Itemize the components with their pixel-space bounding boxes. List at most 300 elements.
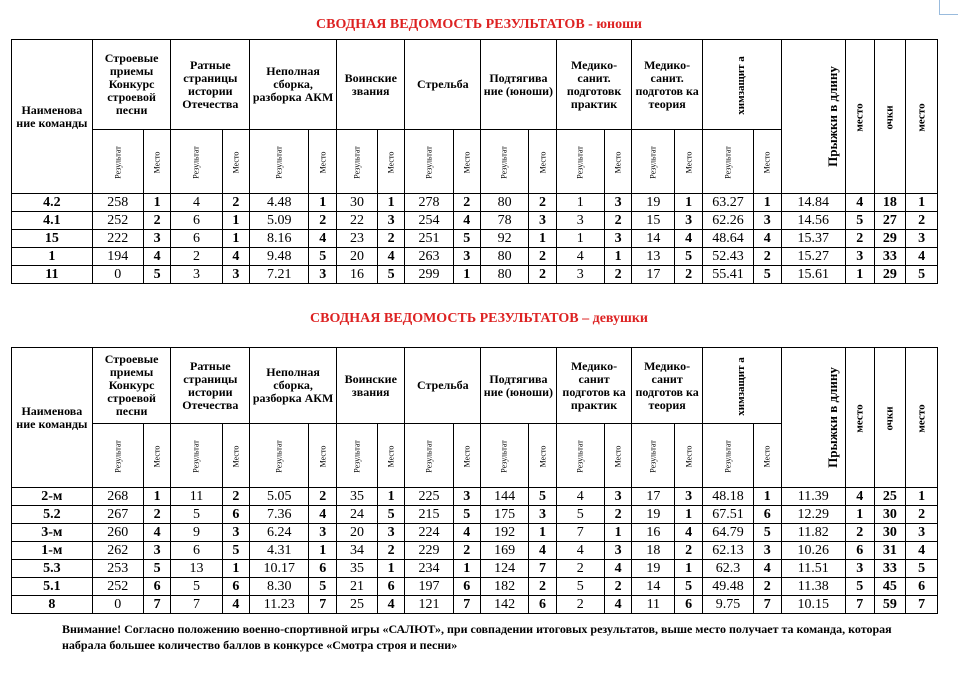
- place-subheader: Место: [453, 424, 481, 488]
- event-place: 3: [604, 194, 632, 212]
- event-place: 5: [453, 506, 481, 524]
- event-place: 3: [529, 212, 557, 230]
- event-result: 48.18: [702, 488, 753, 506]
- event-place: 6: [675, 596, 703, 614]
- final-place-value: 2: [906, 212, 938, 230]
- event-place: 4: [377, 248, 405, 266]
- event-place: 1: [604, 248, 632, 266]
- long-jump-value: 11.39: [781, 488, 845, 506]
- event-result: 5.05: [250, 488, 309, 506]
- table-row: [12, 248, 938, 266]
- event-result: 80: [481, 194, 529, 212]
- long-jump-value: 12.29: [781, 506, 845, 524]
- table-row: [12, 194, 938, 212]
- event-header: химзащит а: [702, 348, 781, 424]
- points-value: 33: [874, 560, 906, 578]
- event-place: 3: [675, 488, 703, 506]
- event-place: 4: [143, 524, 171, 542]
- event-place: 6: [453, 578, 481, 596]
- event-result: 2: [556, 596, 604, 614]
- event-result: 55.41: [702, 266, 753, 284]
- event-place: 3: [309, 266, 337, 284]
- long-jump-value: 11.82: [781, 524, 845, 542]
- place-value: 1: [845, 266, 874, 284]
- event-result: 92: [481, 230, 529, 248]
- place-value: 2: [845, 230, 874, 248]
- result-subheader: Результат: [171, 130, 222, 194]
- result-subheader: Результат: [702, 130, 753, 194]
- event-place: 3: [309, 524, 337, 542]
- final-place-value: 5: [906, 266, 938, 284]
- result-subheader: Результат: [556, 130, 604, 194]
- event-result: 22: [337, 212, 378, 230]
- event-result: 63.27: [702, 194, 753, 212]
- event-place: 4: [604, 560, 632, 578]
- event-result: 253: [92, 560, 143, 578]
- event-place: 3: [753, 212, 781, 230]
- result-subheader: Результат: [250, 424, 309, 488]
- event-place: 5: [675, 248, 703, 266]
- event-result: 62.3: [702, 560, 753, 578]
- event-place: 2: [604, 578, 632, 596]
- long-jump-value: 15.27: [781, 248, 845, 266]
- event-result: 1: [556, 230, 604, 248]
- event-result: 229: [405, 542, 453, 560]
- result-subheader: Результат: [632, 130, 675, 194]
- event-result: 263: [405, 248, 453, 266]
- event-header: Строевые приемы Конкурс строевой песни: [92, 40, 171, 130]
- event-result: 2: [556, 560, 604, 578]
- place-subheader: Место: [453, 130, 481, 194]
- result-subheader: Результат: [337, 130, 378, 194]
- event-place: 5: [675, 578, 703, 596]
- event-result: 14: [632, 578, 675, 596]
- event-result: 13: [632, 248, 675, 266]
- event-place: 6: [309, 560, 337, 578]
- event-place: 2: [675, 266, 703, 284]
- final-place-value: 4: [906, 248, 938, 266]
- long-jump-value: 11.51: [781, 560, 845, 578]
- event-result: 175: [481, 506, 529, 524]
- event-header: Воинские звания: [337, 40, 405, 130]
- result-subheader: Результат: [92, 424, 143, 488]
- event-result: 6.24: [250, 524, 309, 542]
- place-value: 6: [845, 542, 874, 560]
- event-header: Медико-санит подготов ка теория: [632, 348, 703, 424]
- event-place: 1: [222, 560, 250, 578]
- event-result: 19: [632, 194, 675, 212]
- event-place: 4: [453, 524, 481, 542]
- team-name: 8: [12, 596, 93, 614]
- event-result: 17: [632, 266, 675, 284]
- event-result: 4: [556, 488, 604, 506]
- event-header: Ратные страницы истории Отечества: [171, 348, 250, 424]
- event-header: Подтягива ние (юноши): [481, 348, 557, 424]
- event-result: 78: [481, 212, 529, 230]
- final-place-value: 7: [906, 596, 938, 614]
- event-result: 225: [405, 488, 453, 506]
- team-name-header: Наименова ние команды: [12, 40, 93, 194]
- place-subheader: Место: [753, 424, 781, 488]
- event-place: 6: [222, 506, 250, 524]
- place-value: 1: [845, 506, 874, 524]
- event-result: 34: [337, 542, 378, 560]
- points-value: 25: [874, 488, 906, 506]
- event-result: 15: [632, 212, 675, 230]
- event-place: 4: [143, 248, 171, 266]
- place-value: 3: [845, 248, 874, 266]
- event-place: 3: [222, 266, 250, 284]
- event-result: 23: [337, 230, 378, 248]
- event-result: 4: [556, 542, 604, 560]
- place-subheader: Место: [377, 424, 405, 488]
- team-name: 4.1: [12, 212, 93, 230]
- event-place: 2: [143, 506, 171, 524]
- long-jump-value: 10.26: [781, 542, 845, 560]
- event-result: 20: [337, 524, 378, 542]
- event-result: 252: [92, 578, 143, 596]
- event-place: 4: [753, 230, 781, 248]
- team-name: 3-м: [12, 524, 93, 542]
- final-place-value: 3: [906, 524, 938, 542]
- table-row: [12, 596, 938, 614]
- event-place: 4: [604, 596, 632, 614]
- event-result: 7.36: [250, 506, 309, 524]
- event-place: 3: [604, 542, 632, 560]
- event-result: 3: [171, 266, 222, 284]
- event-result: 4.31: [250, 542, 309, 560]
- points-value: 59: [874, 596, 906, 614]
- event-result: 9.75: [702, 596, 753, 614]
- event-header: Неполная сборка, разборка АКМ: [250, 348, 337, 424]
- event-place: 4: [222, 596, 250, 614]
- place-subheader: Место: [309, 130, 337, 194]
- event-result: 80: [481, 266, 529, 284]
- table-row: [12, 578, 938, 596]
- event-place: 2: [753, 248, 781, 266]
- event-header: Воинские звания: [337, 348, 405, 424]
- event-place: 2: [604, 266, 632, 284]
- event-place: 2: [753, 578, 781, 596]
- event-result: 4.48: [250, 194, 309, 212]
- event-result: 67.51: [702, 506, 753, 524]
- place-subheader: Место: [753, 130, 781, 194]
- event-place: 5: [309, 248, 337, 266]
- event-place: 2: [529, 194, 557, 212]
- event-result: 10.17: [250, 560, 309, 578]
- place-subheader: Место: [377, 130, 405, 194]
- event-result: 169: [481, 542, 529, 560]
- event-place: 5: [753, 266, 781, 284]
- final-place-value: 4: [906, 542, 938, 560]
- result-subheader: Результат: [405, 130, 453, 194]
- event-result: 1: [556, 194, 604, 212]
- event-result: 21: [337, 578, 378, 596]
- team-name: 5.3: [12, 560, 93, 578]
- team-name: 5.2: [12, 506, 93, 524]
- event-result: 254: [405, 212, 453, 230]
- event-result: 8.30: [250, 578, 309, 596]
- event-result: 49.48: [702, 578, 753, 596]
- event-place: 1: [675, 560, 703, 578]
- final-place-header: место: [906, 40, 938, 194]
- event-place: 1: [675, 506, 703, 524]
- event-result: 4: [171, 194, 222, 212]
- event-place: 1: [453, 560, 481, 578]
- event-place: 1: [143, 194, 171, 212]
- final-place-header: место: [906, 348, 938, 488]
- event-result: 52.43: [702, 248, 753, 266]
- event-place: 7: [309, 596, 337, 614]
- event-place: 4: [675, 230, 703, 248]
- event-place: 1: [309, 194, 337, 212]
- event-result: 3: [556, 212, 604, 230]
- team-name-header: Наименова ние команды: [12, 348, 93, 488]
- girls-title: СВОДНАЯ ВЕДОМОСТЬ РЕЗУЛЬТАТОВ – девушки: [310, 311, 648, 326]
- points-value: 33: [874, 248, 906, 266]
- event-place: 2: [143, 212, 171, 230]
- place-subheader: Место: [604, 424, 632, 488]
- event-header: Подтягива ние (юноши): [481, 40, 557, 130]
- points-value: 45: [874, 578, 906, 596]
- event-result: 2: [171, 248, 222, 266]
- event-result: 9: [171, 524, 222, 542]
- corner-mark: [939, 0, 958, 15]
- result-subheader: Результат: [556, 424, 604, 488]
- event-result: 222: [92, 230, 143, 248]
- result-subheader: Результат: [481, 130, 529, 194]
- points-header: очки: [874, 40, 906, 194]
- event-place: 3: [222, 524, 250, 542]
- event-place: 1: [309, 542, 337, 560]
- place-value: 2: [845, 524, 874, 542]
- event-result: 4: [556, 248, 604, 266]
- event-result: 48.64: [702, 230, 753, 248]
- event-result: 5: [171, 506, 222, 524]
- event-result: 17: [632, 488, 675, 506]
- event-result: 278: [405, 194, 453, 212]
- event-place: 3: [143, 230, 171, 248]
- table-row: [12, 560, 938, 578]
- team-name: 15: [12, 230, 93, 248]
- event-result: 64.79: [702, 524, 753, 542]
- place-value: 4: [845, 194, 874, 212]
- event-place: 2: [377, 230, 405, 248]
- event-place: 2: [309, 212, 337, 230]
- event-header: Стрельба: [405, 348, 481, 424]
- long-jump-value: 15.61: [781, 266, 845, 284]
- event-place: 1: [604, 524, 632, 542]
- event-place: 5: [143, 560, 171, 578]
- event-result: 14: [632, 230, 675, 248]
- event-place: 2: [222, 488, 250, 506]
- result-subheader: Результат: [405, 424, 453, 488]
- event-result: 5: [556, 578, 604, 596]
- points-value: 27: [874, 212, 906, 230]
- event-place: 4: [675, 524, 703, 542]
- event-place: 2: [453, 542, 481, 560]
- event-result: 24: [337, 506, 378, 524]
- event-result: 20: [337, 248, 378, 266]
- event-header: Неполная сборка, разборка АКМ: [250, 40, 337, 130]
- event-place: 2: [604, 506, 632, 524]
- place-subheader: Место: [675, 130, 703, 194]
- points-value: 30: [874, 506, 906, 524]
- event-result: 215: [405, 506, 453, 524]
- table-row: [12, 212, 938, 230]
- long-jump-header: Прыжки в длину: [781, 40, 845, 194]
- event-place: 4: [453, 212, 481, 230]
- event-place: 5: [377, 506, 405, 524]
- event-header: Медико-санит подготов ка практик: [556, 348, 632, 424]
- event-header: Медико-санит. подготов ка теория: [632, 40, 703, 130]
- event-place: 2: [529, 578, 557, 596]
- result-subheader: Результат: [92, 130, 143, 194]
- event-result: 268: [92, 488, 143, 506]
- place-value: 7: [845, 596, 874, 614]
- event-result: 11.23: [250, 596, 309, 614]
- event-result: 18: [632, 542, 675, 560]
- event-place: 6: [143, 578, 171, 596]
- event-result: 62.26: [702, 212, 753, 230]
- event-place: 3: [753, 542, 781, 560]
- event-result: 258: [92, 194, 143, 212]
- event-result: 8.16: [250, 230, 309, 248]
- team-name: 5.1: [12, 578, 93, 596]
- event-place: 1: [753, 488, 781, 506]
- event-result: 3: [556, 266, 604, 284]
- points-value: 30: [874, 524, 906, 542]
- place-subheader: Место: [529, 424, 557, 488]
- event-result: 9.48: [250, 248, 309, 266]
- event-place: 1: [529, 524, 557, 542]
- event-result: 142: [481, 596, 529, 614]
- event-place: 5: [453, 230, 481, 248]
- event-place: 6: [529, 596, 557, 614]
- event-place: 4: [529, 542, 557, 560]
- event-result: 16: [632, 524, 675, 542]
- event-place: 1: [529, 230, 557, 248]
- event-result: 194: [92, 248, 143, 266]
- long-jump-value: 14.84: [781, 194, 845, 212]
- event-place: 1: [675, 194, 703, 212]
- event-place: 1: [377, 488, 405, 506]
- result-subheader: Результат: [481, 424, 529, 488]
- final-place-value: 5: [906, 560, 938, 578]
- event-result: 6: [171, 542, 222, 560]
- event-place: 1: [377, 194, 405, 212]
- long-jump-value: 15.37: [781, 230, 845, 248]
- place-header: место: [845, 348, 874, 488]
- event-place: 3: [529, 506, 557, 524]
- final-place-value: 6: [906, 578, 938, 596]
- event-place: 4: [222, 248, 250, 266]
- event-header: химзащит а: [702, 40, 781, 130]
- note-text: Внимание! Согласно положению военно-спортивной игры «САЛЮТ», при совпадении итоговых результатов, выше место получает та команда, которая набрала большее количество баллов в конкурсе «Смотра строя и песни»: [62, 622, 892, 652]
- event-result: 6: [171, 230, 222, 248]
- event-place: 6: [377, 578, 405, 596]
- event-place: 3: [604, 230, 632, 248]
- place-value: 3: [845, 560, 874, 578]
- place-subheader: Место: [604, 130, 632, 194]
- event-result: 251: [405, 230, 453, 248]
- table-row: [12, 488, 938, 506]
- event-result: 182: [481, 578, 529, 596]
- points-value: 18: [874, 194, 906, 212]
- event-result: 267: [92, 506, 143, 524]
- place-value: 5: [845, 578, 874, 596]
- event-place: 1: [143, 488, 171, 506]
- boys-title: СВОДНАЯ ВЕДОМОСТЬ РЕЗУЛЬТАТОВ - юноши: [316, 17, 642, 32]
- event-result: 197: [405, 578, 453, 596]
- girls-results-table: [11, 347, 938, 614]
- result-subheader: Результат: [171, 424, 222, 488]
- points-value: 29: [874, 266, 906, 284]
- event-place: 4: [309, 506, 337, 524]
- event-place: 5: [143, 266, 171, 284]
- event-result: 80: [481, 248, 529, 266]
- event-result: 11: [171, 488, 222, 506]
- event-place: 3: [377, 524, 405, 542]
- event-result: 299: [405, 266, 453, 284]
- points-value: 29: [874, 230, 906, 248]
- table-row: [12, 524, 938, 542]
- event-place: 3: [453, 248, 481, 266]
- event-header: Строевые приемы Конкурс строевой песни: [92, 348, 171, 424]
- event-header: Ратные страницы истории Отечества: [171, 40, 250, 130]
- event-result: 30: [337, 194, 378, 212]
- event-place: 2: [529, 266, 557, 284]
- event-header: Стрельба: [405, 40, 481, 130]
- event-place: 2: [675, 542, 703, 560]
- event-place: 6: [753, 506, 781, 524]
- final-place-value: 1: [906, 488, 938, 506]
- event-place: 2: [453, 194, 481, 212]
- event-result: 5: [171, 578, 222, 596]
- event-place: 3: [143, 542, 171, 560]
- event-place: 1: [453, 266, 481, 284]
- event-place: 7: [529, 560, 557, 578]
- long-jump-value: 14.56: [781, 212, 845, 230]
- event-result: 124: [481, 560, 529, 578]
- table-row: [12, 266, 938, 284]
- place-value: 5: [845, 212, 874, 230]
- final-place-value: 2: [906, 506, 938, 524]
- event-place: 4: [753, 560, 781, 578]
- event-place: 2: [529, 248, 557, 266]
- event-result: 192: [481, 524, 529, 542]
- team-name: 1: [12, 248, 93, 266]
- team-name: 1-м: [12, 542, 93, 560]
- event-result: 5.09: [250, 212, 309, 230]
- event-result: 262: [92, 542, 143, 560]
- event-place: 1: [222, 230, 250, 248]
- place-subheader: Место: [675, 424, 703, 488]
- place-subheader: Место: [143, 130, 171, 194]
- event-result: 5: [556, 506, 604, 524]
- event-result: 144: [481, 488, 529, 506]
- event-place: 1: [753, 194, 781, 212]
- team-name: 11: [12, 266, 93, 284]
- long-jump-value: 11.38: [781, 578, 845, 596]
- event-result: 0: [92, 596, 143, 614]
- event-header: Медико-санит. подготовк практик: [556, 40, 632, 130]
- place-subheader: Место: [222, 424, 250, 488]
- team-name: 4.2: [12, 194, 93, 212]
- event-result: 252: [92, 212, 143, 230]
- event-place: 6: [222, 578, 250, 596]
- event-result: 35: [337, 488, 378, 506]
